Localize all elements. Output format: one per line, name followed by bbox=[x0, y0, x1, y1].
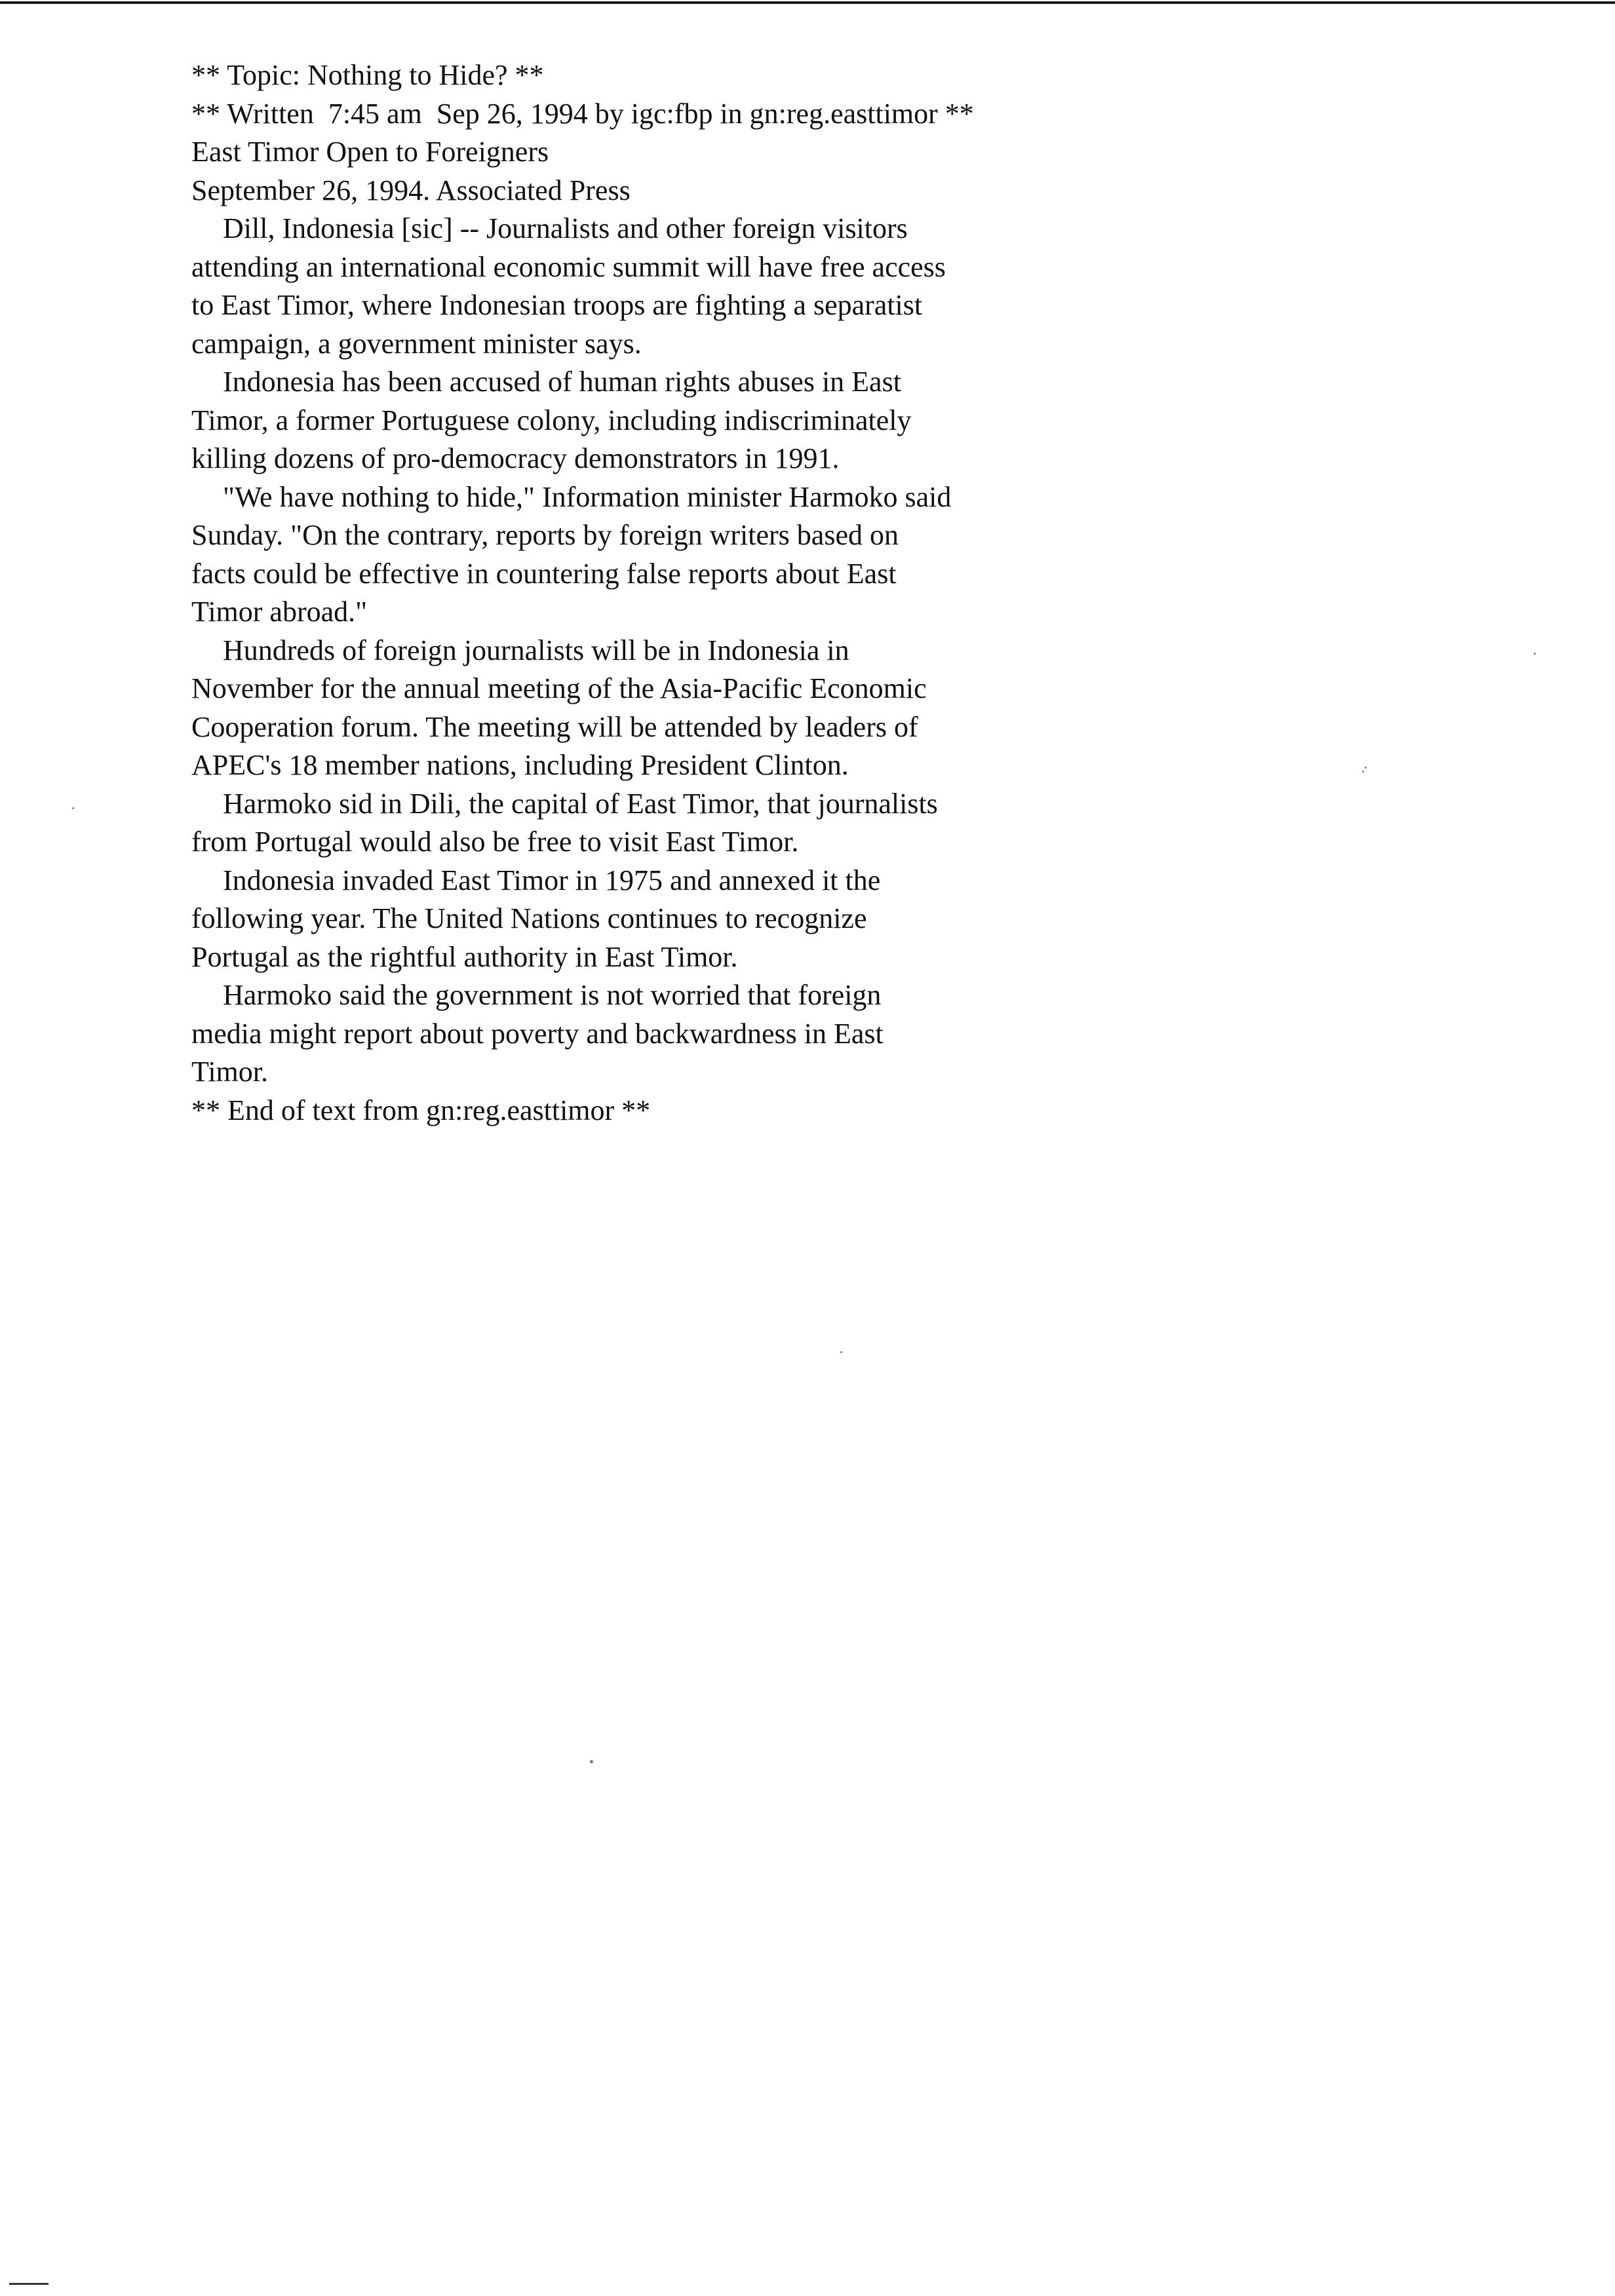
paragraph-line: Indonesia invaded East Timor in 1975 and annexed it the bbox=[223, 864, 881, 896]
scan-speck bbox=[72, 807, 74, 809]
paragraph-line: campaign, a government minister says. bbox=[191, 327, 642, 360]
dateline: September 26, 1994. Associated Press bbox=[191, 174, 631, 206]
paragraph-line: from Portugal would also be free to visit East Timor. bbox=[191, 826, 799, 858]
paragraph-line: killing dozens of pro-democracy demonstrators in 1991. bbox=[191, 442, 840, 474]
paragraph-line: Indonesia has been accused of human rights abuses in East bbox=[223, 366, 901, 398]
paragraph-line: Harmoko sid in Dili, the capital of East Timor, that journalists bbox=[223, 787, 938, 820]
scan-speck bbox=[1534, 653, 1536, 655]
paragraph-line: media might report about poverty and backwardness in East bbox=[191, 1017, 884, 1050]
paragraph-5 bbox=[191, 785, 1175, 862]
scan-speck bbox=[590, 1760, 593, 1763]
paragraph-3 bbox=[191, 478, 1175, 632]
scan-speck bbox=[1365, 767, 1367, 769]
paragraph-1 bbox=[191, 210, 1175, 363]
paragraph-line: facts could be effective in countering false reports about East bbox=[191, 557, 897, 590]
written-line: ** Written 7:45 am Sep 26, 1994 by igc:fbp in gn:reg.easttimor ** bbox=[191, 97, 974, 130]
paragraph-line: November for the annual meeting of the Asia-Pacific Economic bbox=[191, 672, 927, 704]
scan-speck bbox=[1362, 771, 1364, 773]
paragraph-line: to East Timor, where Indonesian troops are fighting a separatist bbox=[191, 289, 923, 321]
paragraph-line: Sunday. "On the contrary, reports by foreign writers based on bbox=[191, 519, 899, 551]
paragraph-line: Hundreds of foreign journalists will be in Indonesia in bbox=[223, 634, 849, 666]
paragraph-line: Harmoko said the government is not worried that foreign bbox=[223, 979, 882, 1011]
headline: East Timor Open to Foreigners bbox=[191, 136, 549, 168]
paragraph-line: Dill, Indonesia [sic] -- Journalists and other foreign visitors bbox=[223, 212, 908, 244]
top-scan-edge bbox=[0, 1, 1615, 4]
paragraph-line: "We have nothing to hide," Information minister Harmoko said bbox=[223, 480, 952, 513]
paragraph-line: following year. The United Nations continues to recognize bbox=[191, 902, 867, 934]
footer-line: ** End of text from gn:reg.easttimor ** bbox=[191, 1094, 651, 1126]
paragraph-2 bbox=[191, 363, 1175, 478]
scan-edge-mark bbox=[9, 2283, 49, 2285]
paragraph-line: Timor. bbox=[191, 1056, 269, 1088]
paragraph-4 bbox=[191, 632, 1175, 785]
paragraph-line: APEC's 18 member nations, including President Clinton. bbox=[191, 749, 849, 781]
document-body bbox=[191, 56, 1175, 1130]
paragraph-7 bbox=[191, 976, 1175, 1092]
paragraph-line: Timor, a former Portuguese colony, including indiscriminately bbox=[191, 404, 912, 436]
paragraph-line: Timor abroad." bbox=[191, 596, 368, 628]
topic-line: ** Topic: Nothing to Hide? ** bbox=[191, 59, 544, 91]
paragraph-6 bbox=[191, 862, 1175, 977]
paragraph-line: Portugal as the rightful authority in East Timor. bbox=[191, 940, 738, 973]
paragraph-line: attending an international economic summit will have free access bbox=[191, 250, 946, 283]
paragraph-line: Cooperation forum. The meeting will be attended by leaders of bbox=[191, 710, 918, 743]
scan-speck bbox=[840, 1351, 842, 1353]
